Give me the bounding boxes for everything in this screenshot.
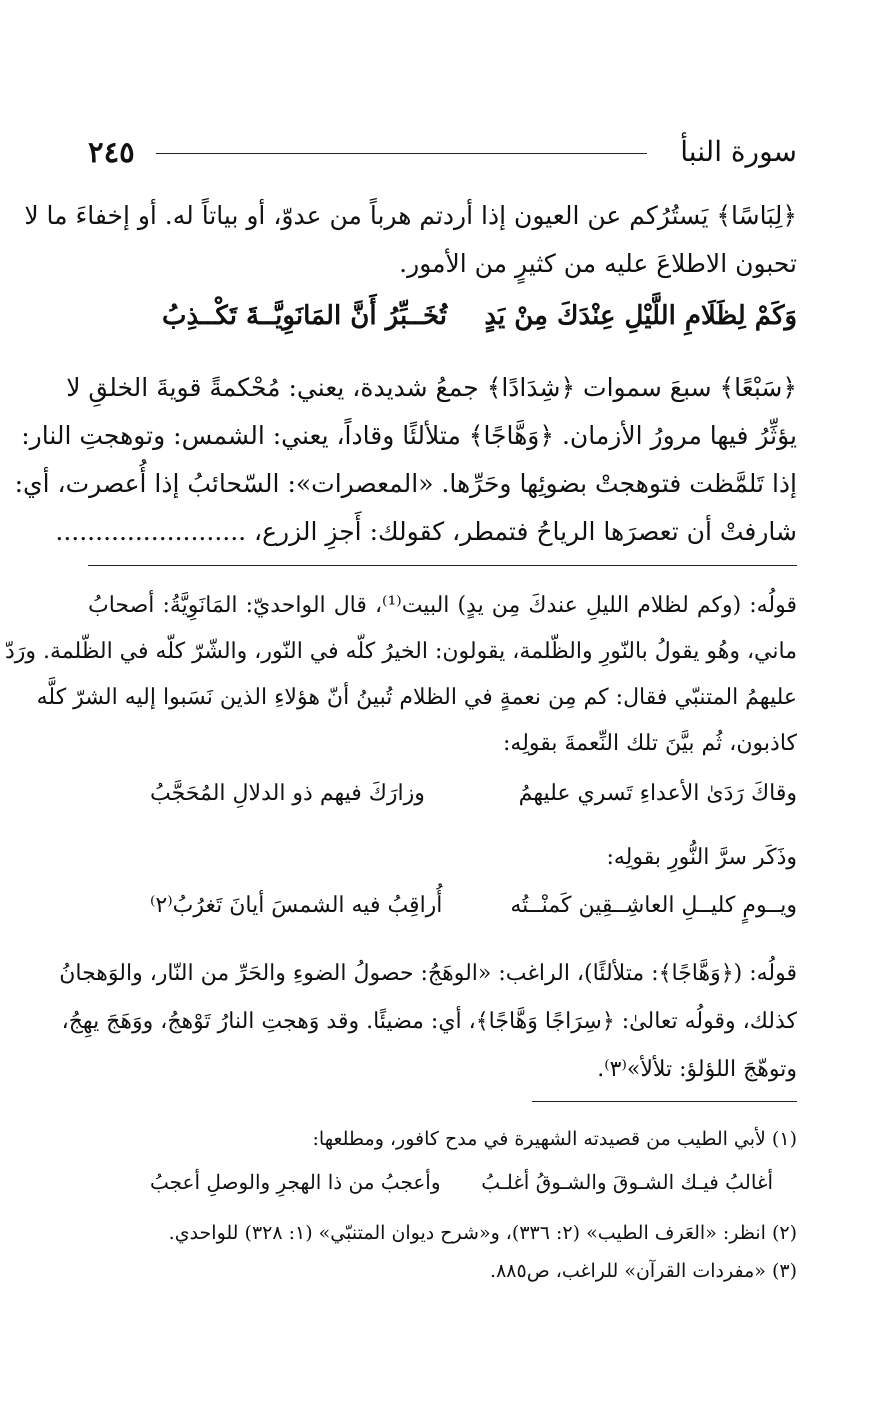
poem-right-hemistich: ويــومٍ كليــلِ العاشِــقِين كَمنْــتُه <box>510 893 797 918</box>
commentary-line: كاذبون، ثُم بيَّنَ تلك النِّعمةَ بقولِه: <box>502 731 797 756</box>
footnote-1: (١) لأبي الطيب من قصيدته الشهيرة في مدح كافور، ومطلعها: <box>312 1128 797 1150</box>
commentary-line: قولُه: (وكم لظلام الليلِ عندكَ مِن يدٍ) البيت⁽¹⁾، قال الواحديّ: المَانَوِيَّةُ: أصحابُ <box>88 593 798 618</box>
commentary-line: قولُه: (﴿وَهَّاجًا﴾: متلألئًا)، الراغب: «الوهَجُ: حصولُ الضوءِ والحَرِّ من النّار، والوَهجانُ <box>59 961 797 986</box>
commentary-line: كذلك، وقولُه تعالىٰ: ﴿سِرَاجًا وَهَّاجًا﴾، أي: مضيئًا. وقد وَهجتِ النارُ تَوْهجُ، ووَهَجَ يهِجُ، <box>61 1009 797 1034</box>
poem-right-hemistich: وقاكَ رَدَىٰ الأعداءِ تَسري عليهمُ <box>518 781 797 806</box>
commentary-separator <box>88 565 797 566</box>
commentary-line: وتوهّجَ اللؤلؤ: تلألأ»⁽٣⁾. <box>597 1057 797 1082</box>
running-header <box>88 132 797 172</box>
footnote-separator <box>532 1101 797 1102</box>
poem-left-hemistich: أُراقِبُ فيه الشمسَ أيانَ تَغرُبُ⁽٢⁾ <box>150 893 443 918</box>
commentary-line: عليهمُ المتنبّي فقال: كم مِن نعمةٍ في الظلام تُبينُ أنّ هؤلاءِ الذين نَسَبوا إليه الشرّ كلَّه <box>36 685 797 710</box>
footnote-3: (٣) «مفردات القرآن» للراغب، ص٨٨٥. <box>490 1260 797 1282</box>
footnote-poem-right: أغالبُ فيـك الشـوقَ والشـوقُ أغلـبُ <box>481 1170 773 1194</box>
main-text-line: شارفتْ أن تعصرَها الرياحُ فتمطر، كقولك: أَجزِ الزرع، ........................ <box>55 517 797 546</box>
main-text-line: إذا تَلمَّظت فتوهجتْ بضوئِها وحَرِّها. «المعصرات»: السّحائبُ إذا أُعصرت، أي: <box>14 469 797 498</box>
surah-name: سورة النبأ <box>680 135 797 168</box>
verse-left-hemistich: تُخَــبِّرُ أَنَّ المَانَوِيَّــةَ تَكْــذِبُ <box>162 301 448 331</box>
header-rule <box>156 153 647 154</box>
verse-right-hemistich: وَكَمْ لِظَلَامِ اللَّيْلِ عِنْدَكَ مِنْ يَدٍ <box>484 301 797 331</box>
main-text-line: يؤثِّرُ فيها مرورُ الأزمان. ﴿وَهَّاجًا﴾ متلألئًا وقاداً، يعني: الشمس: وتوهجتِ النار: <box>21 421 797 450</box>
footnote-poem-left: وأعجبُ من ذا الهجرِ والوصلِ أعجبُ <box>150 1170 441 1194</box>
main-text-line: ﴿لِبَاسًا﴾ يَستُرُكم عن العيون إذا أردتم هرباً من عدوّ، أو بياتاً له. أو إخفاءَ ما لا <box>24 201 797 230</box>
footnote-2: (٢) انظر: «العَرف الطيب» (٢: ٣٣٦)، و«شرح ديوان المتنبّي» (١: ٣٢٨) للواحدي. <box>168 1222 797 1244</box>
poem-left-hemistich: وزارَكَ فيهم ذو الدلالِ المُحَجَّبُ <box>150 781 425 806</box>
commentary-line: وذَكَر سرَّ النُّورِ بقولِه: <box>606 845 797 870</box>
page-number: ٢٤٥ <box>88 135 135 169</box>
commentary-line: ماني، وهُو يقولُ بالنّورِ والظّلمة، يقولون: الخيرُ كلّه في النّور، والشّرّ كلّه في الظّلمة. ورَدّ <box>5 639 797 664</box>
main-text-line: ﴿سَبْعًا﴾ سبعَ سموات ﴿شِدَادًا﴾ جمعُ شديدة، يعني: مُحْكمةً قويةَ الخلقِ لا <box>66 373 797 402</box>
main-text-line: تحبون الاطلاعَ عليه من كثيرٍ من الأمور. <box>399 249 797 278</box>
